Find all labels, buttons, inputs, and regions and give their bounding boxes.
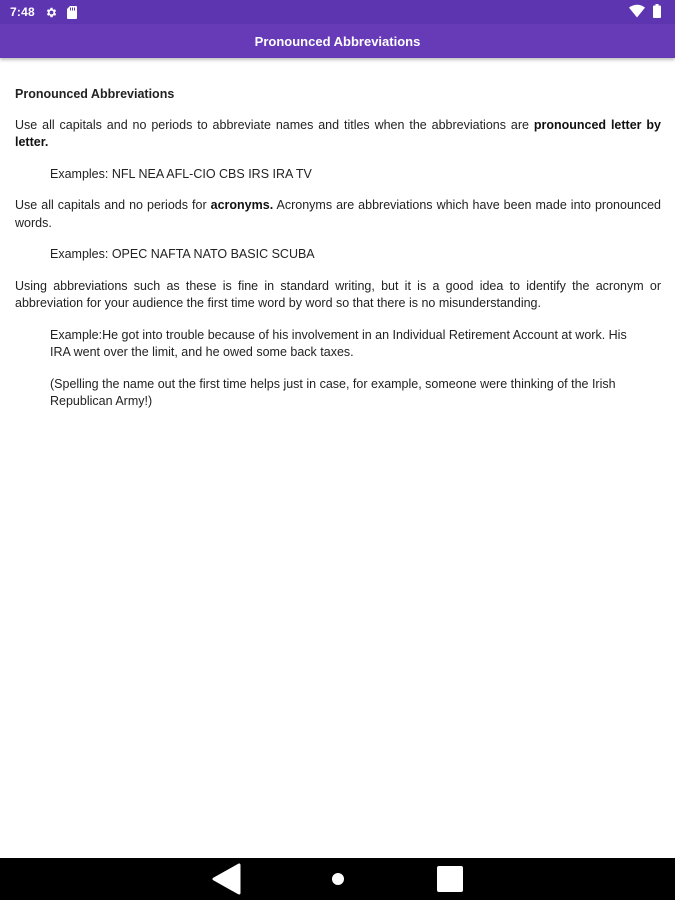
recents-icon — [436, 865, 464, 893]
gear-icon — [45, 6, 58, 19]
sd-card-icon — [67, 6, 77, 19]
back-button[interactable] — [208, 863, 244, 895]
recents-button[interactable] — [434, 863, 466, 895]
status-bar — [0, 0, 675, 24]
navigation-bar — [0, 858, 675, 900]
paragraph-acronyms-text-b: Acronyms are abbreviations which have been made into pronounced words. — [15, 198, 662, 230]
paragraph-usage: Using abbreviations such as these is fine in standard writing, but it is a good idea to identify the acronym or abbreviation for your audience the first time word by word so that there is no misunderstanding. — [15, 278, 661, 310]
home-button[interactable] — [326, 867, 350, 891]
example-sentence: Example:He got into trouble because of his involvement in an Individual Retirement Account at work. His IRA went over the limit, and he owed some back taxes. — [50, 327, 627, 359]
status-time: 7:48 — [10, 5, 35, 19]
home-icon — [331, 872, 345, 886]
paragraph-pronounced-text: Use all capitals and no periods to abbreviate names and titles when the abbreviations are — [15, 117, 534, 132]
examples-acronyms: Examples: OPEC NAFTA NATO BASIC SCUBA — [50, 247, 315, 261]
wifi-icon — [629, 4, 645, 21]
paragraph-acronyms — [15, 197, 661, 232]
app-bar — [0, 24, 675, 58]
article-heading: Pronounced Abbreviations — [15, 87, 175, 101]
paragraph-acronyms-bold: acronyms. — [210, 198, 274, 212]
paragraph-acronyms-text-a: Use all capitals and no periods for — [15, 198, 211, 212]
spelling-note: (Spelling the name out the first time helps just in case, for example, someone were thinking of the Irish Republican Army!) — [50, 376, 616, 408]
back-icon — [211, 863, 241, 895]
paragraph-pronounced-bold: pronounced letter by letter. — [15, 117, 661, 149]
article-content — [15, 86, 661, 425]
app-bar-title: Pronounced Abbreviations — [254, 33, 421, 49]
examples-pronounced: Examples: NFL NEA AFL-CIO CBS IRS IRA TV — [50, 166, 312, 181]
paragraph-pronounced — [15, 117, 661, 152]
battery-icon — [653, 4, 661, 21]
